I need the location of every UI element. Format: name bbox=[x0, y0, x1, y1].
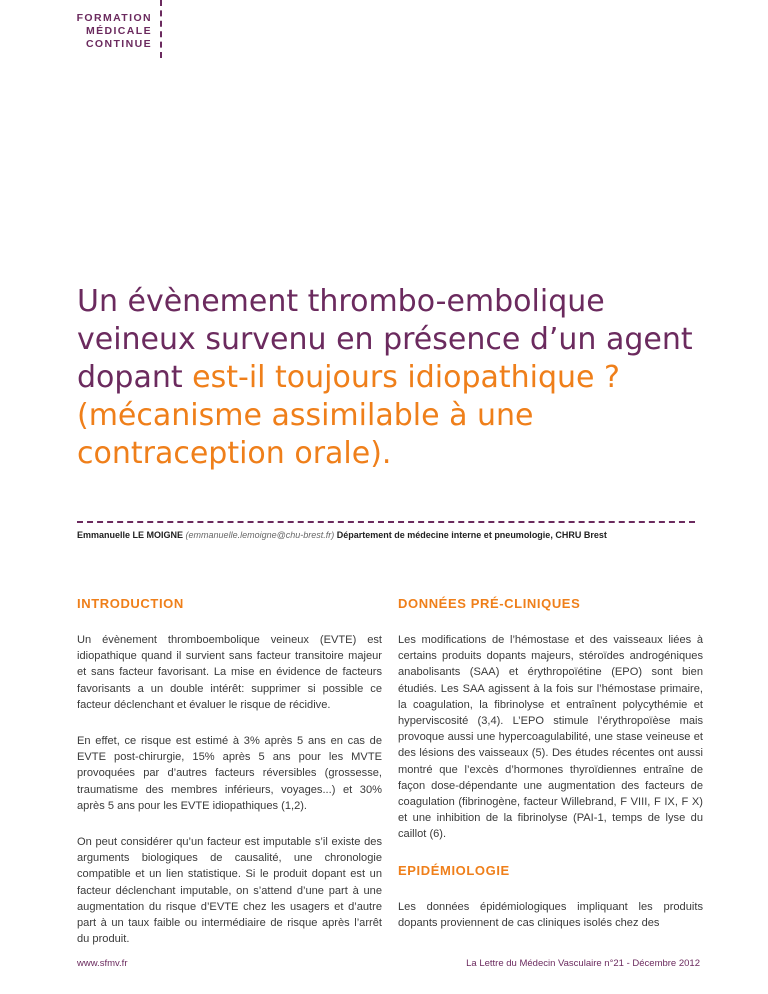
article-title-main: Un évènement thrombo-embolique veineux survenu en présence d’un agent dopant bbox=[77, 284, 693, 395]
preclinical-heading: DONNÉES PRÉ-CLINIQUES bbox=[398, 596, 581, 611]
section-tag-line-1: FORMATION bbox=[76, 12, 152, 24]
section-tag-divider bbox=[160, 0, 162, 58]
footer-website: www.sfmv.fr bbox=[77, 958, 128, 969]
left-column bbox=[77, 596, 382, 967]
introduction-paragraph-1: Un évènement thromboembolique veineux (EVTE) est idiopathique quand il survient sans facteur transitoire majeur et sans facteur favorisant. La mise en évidence de facteurs favorisants a un double intérêt: supprimer si possible ce facteur déclenchant et évaluer le risque de récidive. bbox=[77, 634, 382, 711]
author-name: Emmanuelle LE MOIGNE bbox=[77, 530, 184, 540]
article-title bbox=[77, 283, 717, 473]
preclinical-paragraph-1: Les modifications de l’hémostase et des vaisseaux liées à certains produits dopants majeurs, stéroïdes androgéniques anabolisants (SAA) et érythropoïétine (EPO) sont bien étudiés. Les SAA agissent à la fois sur l’hémostase primaire, la coagulation, la fibrinolyse et entraînent polycythémie et hyperviscosité (3,4). L’EPO stimule l’érythropoïèse mais provoque aussi une hypercoagulabilité, une stase veineuse et des lésions des vaisseaux (5). Des études récentes ont aussi montré que l’excès d’hormones thyroïdiennes entraîne de façon dose-dépendante une augmentation des facteurs de coagulation (fibrinogène, facteur Willebrand, F VIII, F IX, F X) et une inhibition de la fibrinolyse (PAI-1, temps de lyse du caillot (6). bbox=[398, 634, 703, 841]
section-tag-line-3: CONTINUE bbox=[85, 38, 152, 50]
author-email: (emmanuelle.lemoigne@chu-brest.fr) bbox=[185, 530, 335, 540]
epidemiology-paragraph-1: Les données épidémiologiques impliquant les produits dopants proviennent de cas cliniques isolés chez des bbox=[398, 900, 703, 929]
right-column bbox=[398, 596, 703, 951]
introduction-paragraph-3: On peut considérer qu’un facteur est imputable s’il existe des arguments biologiques de causalité, une chronologie compatible et un lien statistique. Si le produit dopant est un facteur déclenchant imputable, on s’attend d’une part à une augmentation du risque d’EVTE chez les usagers et d’autre part à un taux faible ou intermédiaire de risque après l’arrêt du produit. bbox=[77, 836, 382, 946]
introduction-heading: INTRODUCTION bbox=[77, 596, 184, 611]
epidemiology-heading: EPIDÉMIOLOGIE bbox=[398, 862, 510, 878]
byline bbox=[77, 530, 717, 540]
section-tag-line-2: MÉDICALE bbox=[85, 25, 152, 37]
author-affiliation: Département de médecine interne et pneumologie, CHRU Brest bbox=[336, 530, 607, 540]
introduction-paragraph-2: En effet, ce risque est estimé à 3% après 5 ans en cas de EVTE post-chirurgie, 15% après 5 ans pour les MVTE provoquées par d’autres facteurs réversibles (grossesse, traumatisme des membres inférieurs, voyages...) et 30% après 5 ans pour les EVTE idiopathiques (1,2). bbox=[77, 735, 382, 812]
footer-journal: La Lettre du Médecin Vasculaire n°21 - Décembre 2012 bbox=[466, 958, 700, 969]
section-tag bbox=[40, 12, 152, 51]
article-title-accent: est-il toujours idiopathique ? (mécanisme assimilable à une contraception orale). bbox=[77, 360, 620, 471]
title-divider bbox=[77, 521, 695, 523]
